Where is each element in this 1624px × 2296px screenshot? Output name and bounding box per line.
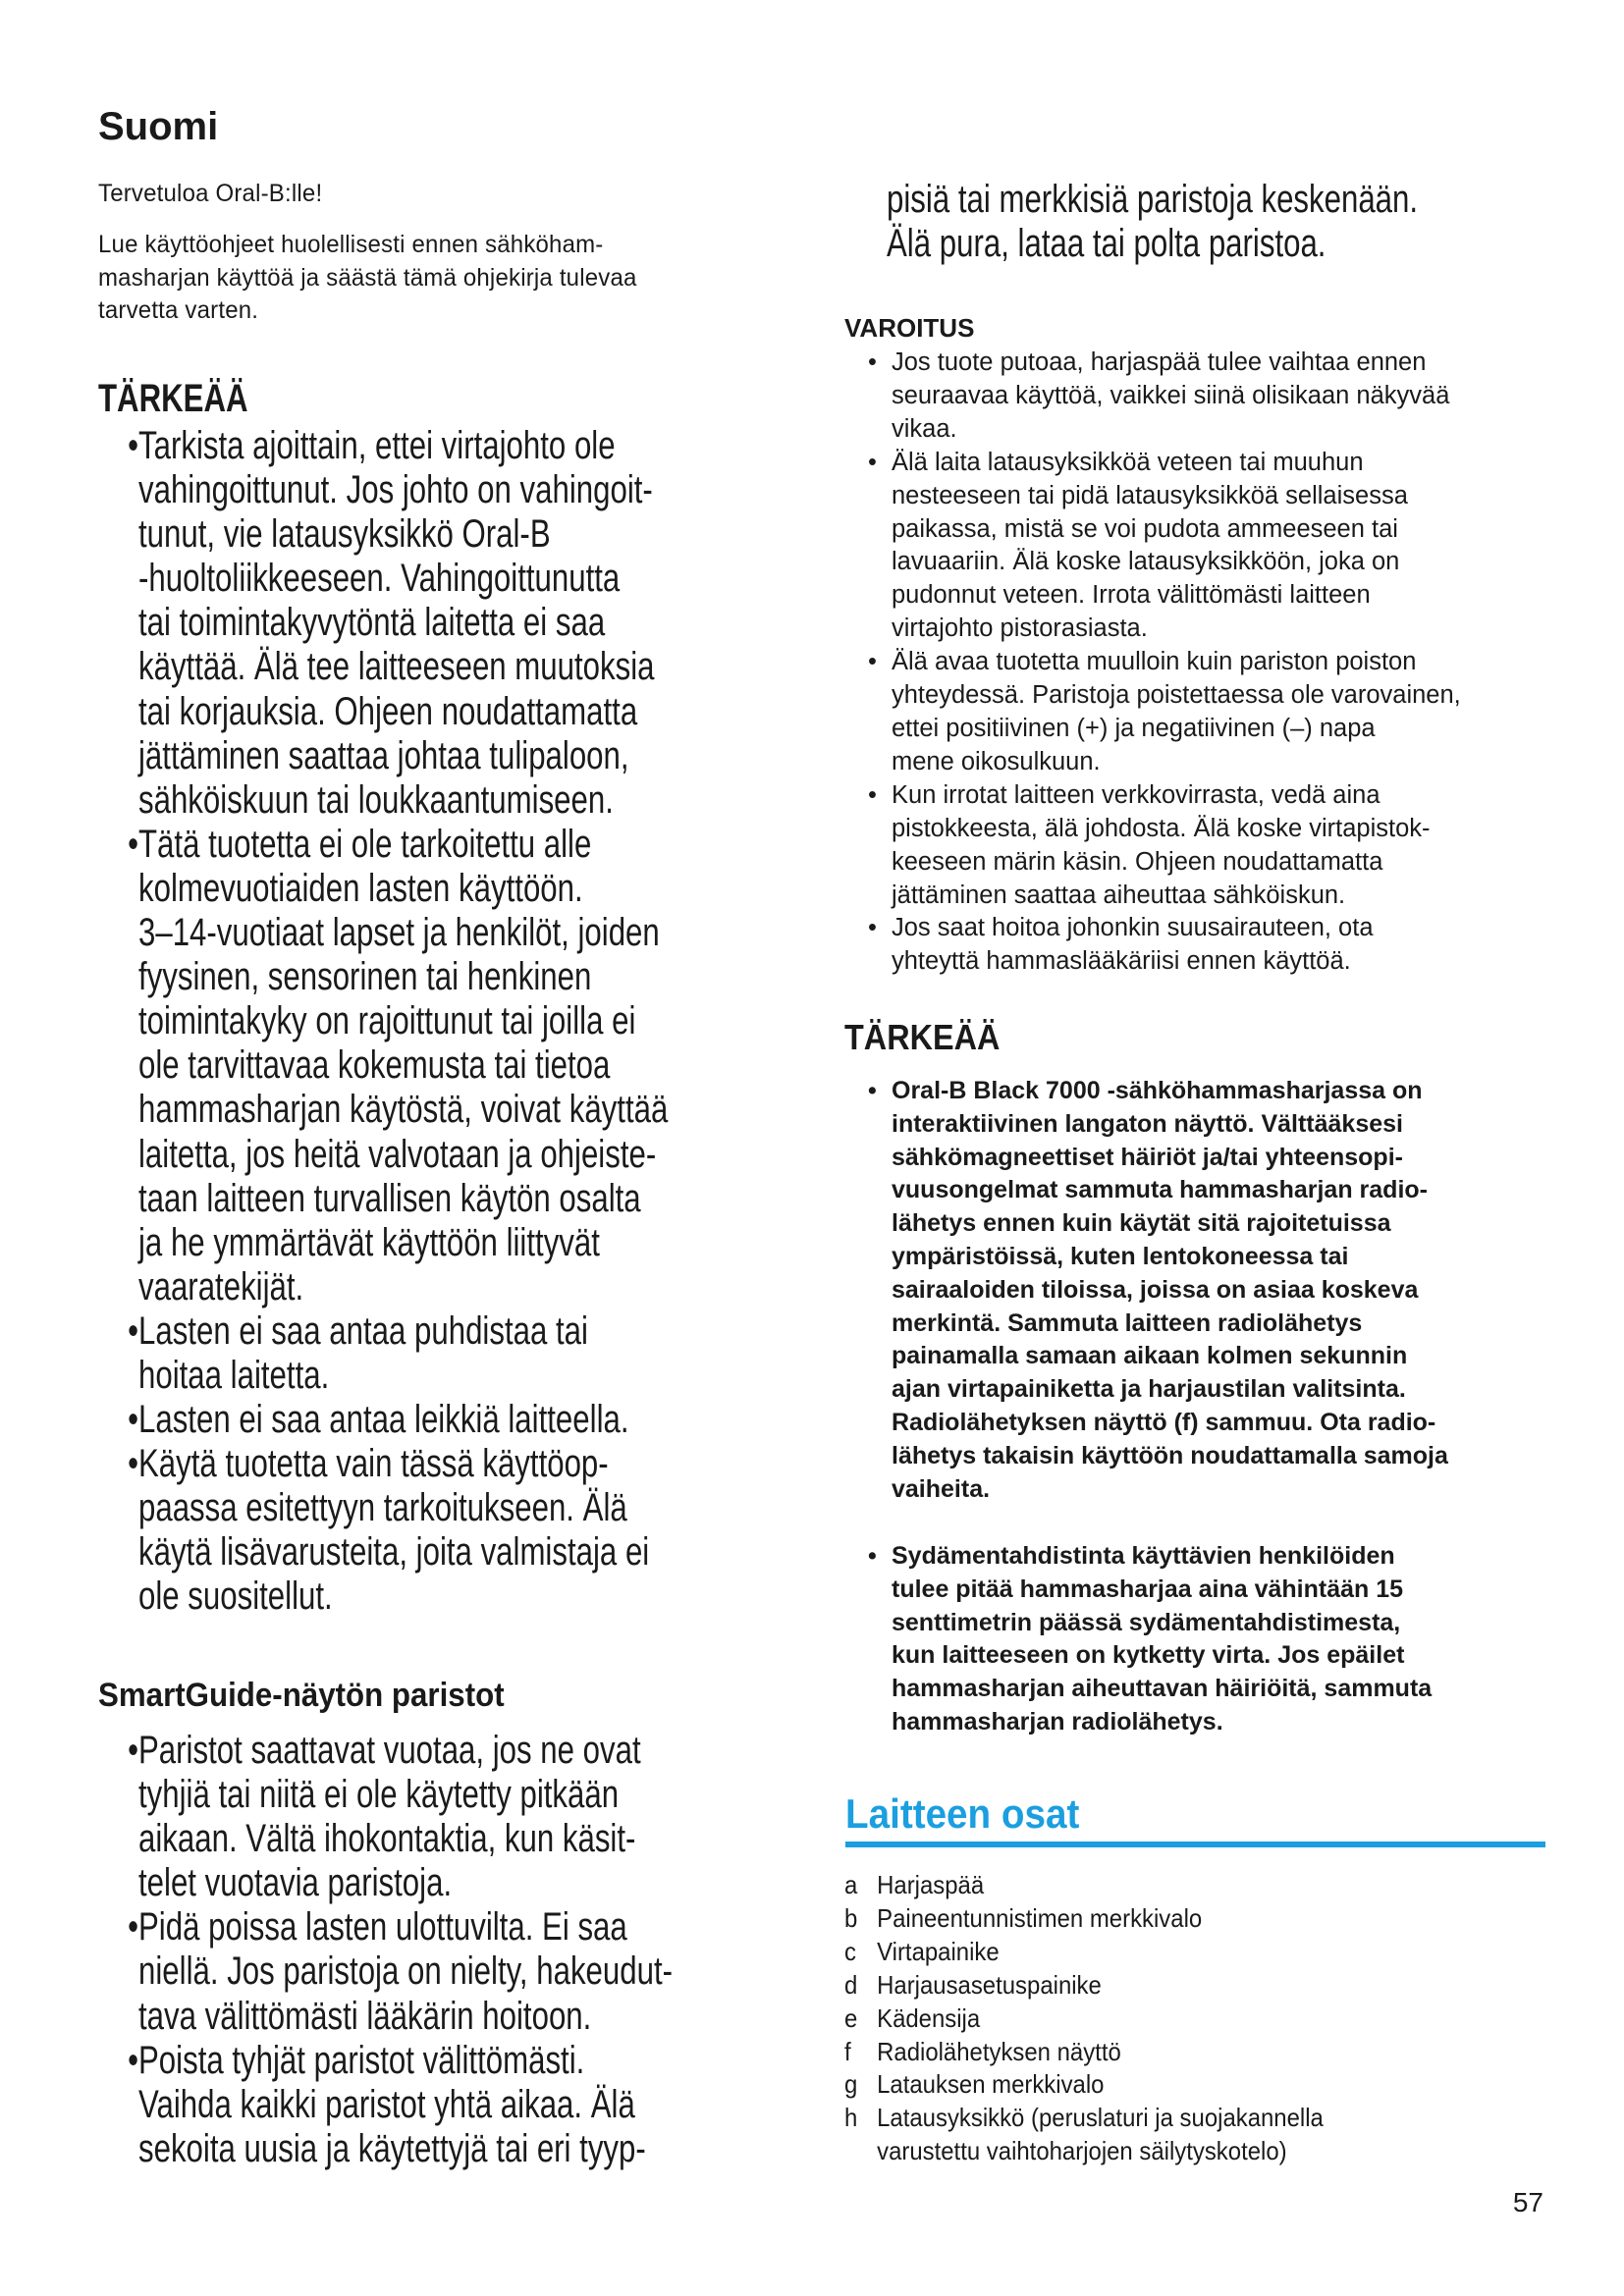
paragraph-text: Tätä tuotetta ei ole tarkoitettu alle kolmevuotiaiden lasten käyttöön. 3–14-vuotiaat lapset ja henkilöt, joiden fyysinen, sensorinen tai henkinen toimintakyky on rajoittunut tai joilla ei ole tarvittavaa kokemusta tai tietoa hammasharjan käytöstä, voivat käyttää laitetta, jos heitä valvotaan ja ohjeiste- taan laitteen turvallisen käytön osalta ja he ymmärtävät käyttöön liittyvät vaaratekijät. bbox=[138, 822, 669, 1308]
bullet-icon: • bbox=[128, 822, 139, 866]
warning-item bbox=[868, 912, 1461, 979]
warning-list bbox=[868, 347, 1461, 979]
batteries-heading: SmartGuide-näytön paristot bbox=[98, 1677, 505, 1714]
bullet-icon: • bbox=[868, 448, 877, 476]
part-letter: e bbox=[844, 2002, 858, 2033]
part-item bbox=[844, 1969, 1324, 2002]
item-text: Sydämentahdistinta käyttävien henkilöiden tulee pitää hammasharjaa aina vähintään 15 senttimetrin päässä sydämentahdistimesta, kun laitteeseen on kytketty virta. Jos epäilet hammasharjan aiheuttavan häiriöitä, sammuta hammasharjan radiolähetys. bbox=[892, 1542, 1433, 1735]
bullet-icon: • bbox=[868, 648, 877, 676]
parts-list bbox=[844, 1869, 1324, 2168]
part-letter: c bbox=[844, 1936, 856, 1966]
batteries-list bbox=[128, 1729, 674, 2171]
paragraph-text: Lasten ei saa antaa puhdistaa tai hoitaa laitetta. bbox=[138, 1308, 588, 1397]
paragraph-text: Pidä poissa lasten ulottuvilta. Ei saa niellä. Jos paristoja on nielty, hakeudut- tava välittömästi lääkärin hoitoon. bbox=[138, 1905, 674, 2038]
page-title: Suomi bbox=[98, 105, 219, 148]
item-text: Oral-B Black 7000 -sähköhammasharjassa on interaktiivinen langaton näyttö. Välttääksesi sähkömagneettiset häiriöt ja/tai yhteensopi- vuusongelmat sammuta hammasharjan radio- lähetys ennen kuin käytät sitä rajoitetuissa ympäristöissä, kuten lentokoneessa tai sairaaloiden tiloissa, joissa on asiaa koskeva merkintä. Sammuta laitteen radiolähetys painamalla samaan aikaan kolmen sekunnin ajan virtapainiketta ja harjaustilan valitsinta. Radiolähetyksen näyttö (f) sammuu. Ota radio- lähetys takaisin käyttöön noudattamalla samoja vaiheita. bbox=[892, 1077, 1448, 1503]
part-label: Paineentunnistimen merkkivalo bbox=[877, 1902, 1203, 1933]
important-right-item bbox=[868, 1540, 1433, 1739]
bullet-icon: • bbox=[868, 1077, 877, 1104]
warning-heading: VAROITUS bbox=[844, 313, 975, 343]
item-text: Jos saat hoitoa johonkin suusairauteen, ota yhteyttä hammaslääkäriisi ennen käyttöä. bbox=[892, 914, 1374, 976]
paragraph-text: Lasten ei saa antaa leikkiä laitteella. bbox=[138, 1398, 629, 1442]
bullet-icon: • bbox=[128, 424, 139, 467]
paragraph-text: Tarkista ajoittain, ettei virtajohto ole vahingoittunut. Jos johto on vahingoit- tunut, vie latausyksikkö Oral-B -huoltoliikkeeseen. Vahingoittunutta tai toimintakyvytöntä laitetta ei saa käyttää. Älä tee laitteeseen muutoksia tai korjauksia. Ohjeen noudattamatta jättäminen saattaa johtaa tulipaloon, sähköiskuun tai loukkaantumiseen. bbox=[138, 424, 655, 822]
part-item bbox=[844, 1902, 1324, 1936]
bullet-icon: • bbox=[128, 1308, 139, 1353]
battery-paragraph bbox=[128, 1905, 674, 2038]
part-item bbox=[844, 2036, 1324, 2069]
part-label: Harjausasetuspainike bbox=[877, 1969, 1102, 2000]
part-letter: a bbox=[844, 1870, 858, 1899]
intro-read-instructions: Lue käyttöohjeet huolellisesti ennen sähköham- masharjan käyttöä ja säästä tämä ohjekirja tulevaa tarvetta varten. bbox=[98, 231, 637, 325]
paragraph-text: Poista tyhjät paristot välittömästi. Vaihda kaikki paristot yhtä aikaa. Älä sekoita uusia ja käytettyjä tai eri tyyp- bbox=[138, 2038, 646, 2170]
part-label: Latausyksikkö (peruslaturi ja suojakannella varustettu vaihtoharjojen säilytyskotelo) bbox=[877, 2103, 1324, 2166]
part-letter: d bbox=[844, 1969, 858, 2000]
part-letter: b bbox=[844, 1902, 858, 1933]
part-label: Latauksen merkkivalo bbox=[877, 2069, 1105, 2100]
part-item bbox=[844, 1869, 1324, 1902]
parts-heading-rule bbox=[845, 1842, 1545, 1847]
bullet-icon: • bbox=[128, 1442, 139, 1486]
important-paragraph bbox=[128, 424, 668, 823]
bullet-icon: • bbox=[128, 1905, 139, 1949]
item-text: Kun irrotat laitteen verkkovirrasta, vedä aina pistokkeesta, älä johdosta. Älä koske virtapistok- keeseen märin käsin. Ohjeen noudattamatta jättäminen saattaa aiheuttaa sähköiskun. bbox=[892, 780, 1431, 909]
paragraph-text: Käytä tuotetta vain tässä käyttöop- paassa esitettyyn tarkoitukseen. Älä käytä lisävarusteita, joita valmistaja ei ole suositellut. bbox=[138, 1442, 650, 1619]
item-text: Älä avaa tuotetta muulloin kuin pariston poiston yhteydessä. Paristoja poistettaessa ole varovainen, ettei positiivinen (+) ja negatiivinen (–) napa mene oikosulkuun. bbox=[892, 648, 1461, 775]
page-number: 57 bbox=[1512, 2187, 1543, 2217]
important-paragraph bbox=[128, 1308, 668, 1398]
bullet-icon: • bbox=[128, 1729, 139, 1772]
item-text: Jos tuote putoaa, harjaspää tulee vaihtaa ennen seuraavaa käyttöä, vaikkei siinä olisikaan näkyvää vikaa. bbox=[892, 348, 1450, 443]
warning-item bbox=[868, 347, 1461, 447]
part-item bbox=[844, 1936, 1324, 1969]
important-paragraph bbox=[128, 822, 669, 1309]
important-paragraph bbox=[128, 1442, 668, 1619]
part-label: Radiolähetyksen näyttö bbox=[877, 2036, 1121, 2066]
part-item bbox=[844, 2068, 1324, 2102]
part-item bbox=[844, 2102, 1324, 2168]
part-letter: g bbox=[844, 2069, 858, 2100]
intro-welcome: Tervetuloa Oral-B:lle! bbox=[98, 180, 323, 207]
part-label: Virtapainike bbox=[877, 1936, 1000, 1966]
paragraph-text: Paristot saattavat vuotaa, jos ne ovat tyhjiä tai niitä ei ole käytetty pitkään aikaan. Vältä ihokontaktia, kun käsit- telet vuotavia paristoja. bbox=[138, 1729, 641, 1905]
important-right-item bbox=[868, 1075, 1448, 1506]
bullet-icon: • bbox=[868, 1542, 877, 1570]
part-label: Kädensija bbox=[877, 2002, 981, 2033]
bullet-icon: • bbox=[868, 914, 877, 942]
part-letter: h bbox=[844, 2103, 858, 2133]
parts-heading: Laitteen osat bbox=[845, 1790, 1080, 1837]
part-label: Harjaspää bbox=[877, 1870, 985, 1899]
battery-paragraph bbox=[128, 2038, 673, 2171]
warning-item bbox=[868, 646, 1461, 779]
batteries-continuation: pisiä tai merkkisiä paristoja keskenään. Älä pura, lataa tai polta paristoa. bbox=[887, 178, 1419, 266]
bullet-icon: • bbox=[128, 2038, 139, 2082]
battery-paragraph bbox=[128, 1729, 673, 1905]
part-letter: f bbox=[844, 2036, 851, 2066]
important-paragraph bbox=[128, 1398, 668, 1442]
warning-item bbox=[868, 779, 1461, 913]
bullet-icon: • bbox=[868, 780, 877, 809]
item-text: Älä laita latausyksikköä veteen tai muuhun nesteeseen tai pidä latausyksikköä sellaisessa paikassa, mistä se voi pudota ammeeseen tai lavuaariin. Älä koske latausyksikköön, joka on pudonnut veteen. Irrota välittömästi laitteen virtajohto pistorasiasta. bbox=[892, 448, 1408, 643]
important-left-list bbox=[128, 424, 669, 1620]
part-item bbox=[844, 2002, 1324, 2036]
bullet-icon: • bbox=[128, 1398, 139, 1442]
important-heading-left: TÄRKEÄÄ bbox=[98, 377, 248, 420]
bullet-icon: • bbox=[868, 348, 877, 376]
warning-item bbox=[868, 447, 1461, 646]
important-heading-right: TÄRKEÄÄ bbox=[844, 1017, 1001, 1057]
